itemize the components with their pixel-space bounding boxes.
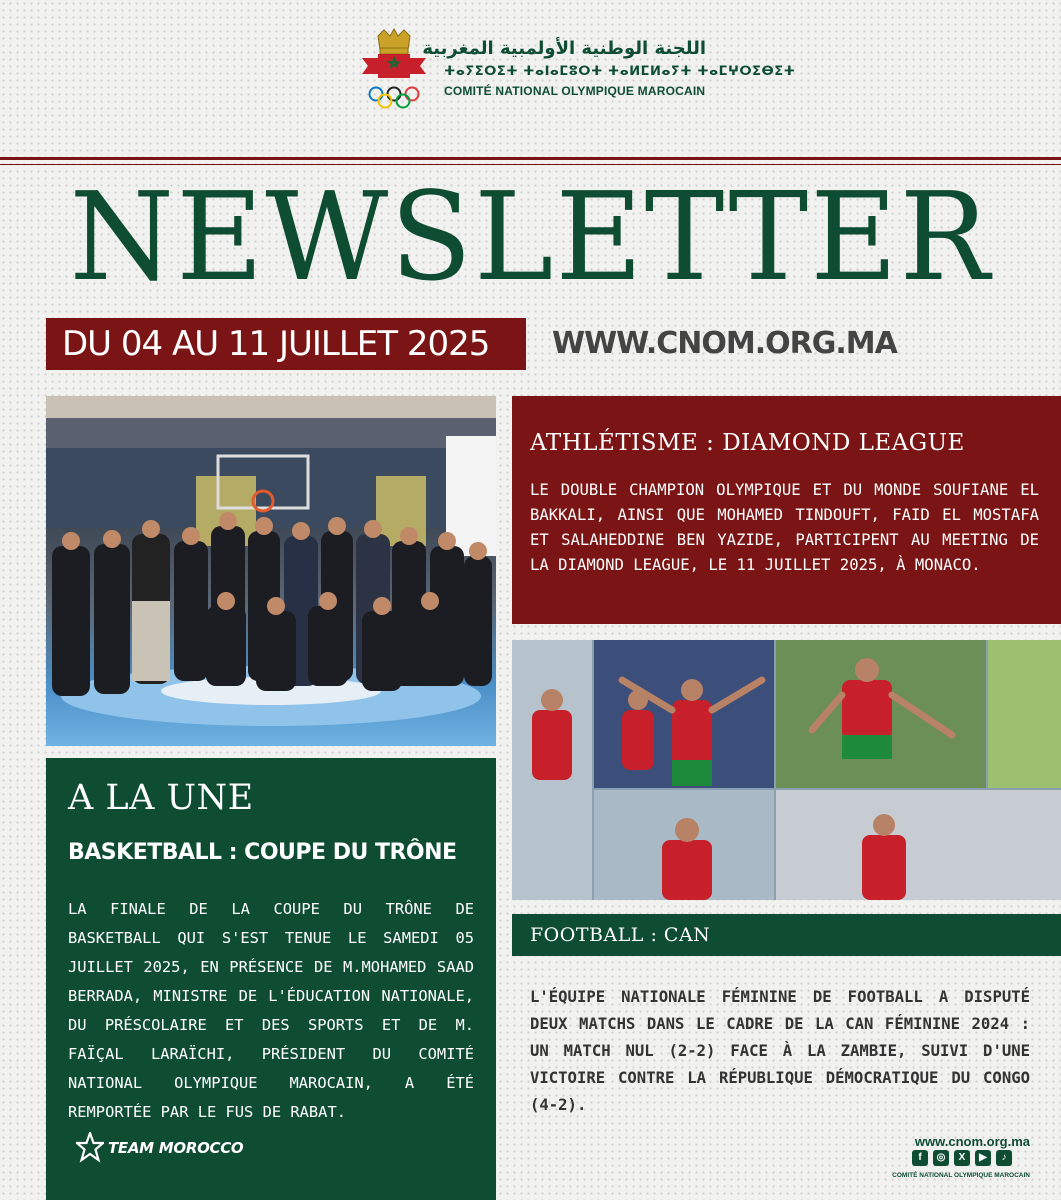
star-icon [76, 1132, 104, 1164]
org-name-french: COMITÉ NATIONAL OLYMPIQUE MAROCAIN [444, 84, 706, 98]
athletics-body: LE DOUBLE CHAMPION OLYMPIQUE ET DU MONDE SOUFIANE EL BAKKALI, AINSI QUE MOHAMED TINDOUFT, FAID EL MOSTAFA ET SALAHEDDINE BEN YAZIDE, PARTICIPENT AU MEETING DE LA DIAMOND LEAGUE, LE 11 JUILLET 2025, À MONACO. [530, 481, 1039, 574]
football-body: L'ÉQUIPE NATIONALE FÉMININE DE FOOTBALL A DISPUTÉ DEUX MATCHS DANS LE CADRE DE LA CAN FÉMININE 2024 : UN MATCH NUL (2-2) FACE À LA ZAMBIE, SUIVI D'UNE VICTOIRE CONTRE LA RÉPUBLIQUE DÉMOCRATIQUE DU CONGO (4-2). [530, 988, 1030, 1114]
athletics-photo-collage [512, 640, 1061, 900]
org-name-tifinagh: ⵜⴰⵢⵉⵔⵉⵜ ⵜⴰⵏⴰⵎⵓⵔⵜ ⵜⴰⵍⵎⵍⴰⵢⵜ ⵜⴰⵎⵖⵔⵉⴱⵉⵜ [444, 64, 796, 79]
team-morocco-logo [76, 1132, 243, 1164]
org-name-arabic: اللجنة الوطنية الأولمبية المغربية [422, 38, 706, 59]
header-divider-thin [0, 164, 1061, 165]
athletics-heading: ATHLÉTISME : DIAMOND LEAGUE [530, 430, 965, 456]
date-range-banner: DU 04 AU 11 JUILLET 2025 [46, 318, 526, 370]
tiktok-icon[interactable]: ♪ [996, 1150, 1012, 1166]
facebook-icon[interactable]: f [912, 1150, 928, 1166]
instagram-icon[interactable]: ◎ [933, 1150, 949, 1166]
footer-org-name: COMITÉ NATIONAL OLYMPIQUE MAROCAIN [892, 1172, 1030, 1179]
social-icons [912, 1150, 1012, 1166]
newsletter-title: NEWSLETTER [69, 166, 992, 308]
football-heading: FOOTBALL : CAN [512, 914, 1061, 956]
team-morocco-text: TEAM MOROCCO [108, 1139, 244, 1157]
athletics-panel [512, 396, 1061, 624]
basketball-body: LA FINALE DE LA COUPE DU TRÔNE DE BASKETBALL QUI S'EST TENUE LE SAMEDI 05 JUILLET 2025, EN PRÉSENCE DE M.MOHAMED SAAD BERRADA, MINISTRE DE L'ÉDUCATION NATIONALE, DU PRÉSCOLAIRE ET DES SPORTS ET DE M. FAÏÇAL LARAÏCHI, PRÉSIDENT DU COMITÉ NATIONAL OLYMPIQUE MAROCAIN, A ÉTÉ REMPORTÉE PAR LE FUS DE RABAT. [68, 900, 474, 1121]
headline-heading: A LA UNE [68, 778, 254, 818]
basketball-subheading: BASKETBALL : COUPE DU TRÔNE [68, 840, 457, 865]
youtube-icon[interactable]: ▶ [975, 1150, 991, 1166]
x-icon[interactable]: X [954, 1150, 970, 1166]
header-divider [0, 157, 1061, 160]
basketball-team-photo [46, 396, 496, 746]
cnom-emblem [356, 28, 432, 114]
footer-url[interactable]: www.cnom.org.ma [914, 1134, 1030, 1149]
website-url[interactable]: WWW.CNOM.ORG.MA [552, 326, 897, 361]
